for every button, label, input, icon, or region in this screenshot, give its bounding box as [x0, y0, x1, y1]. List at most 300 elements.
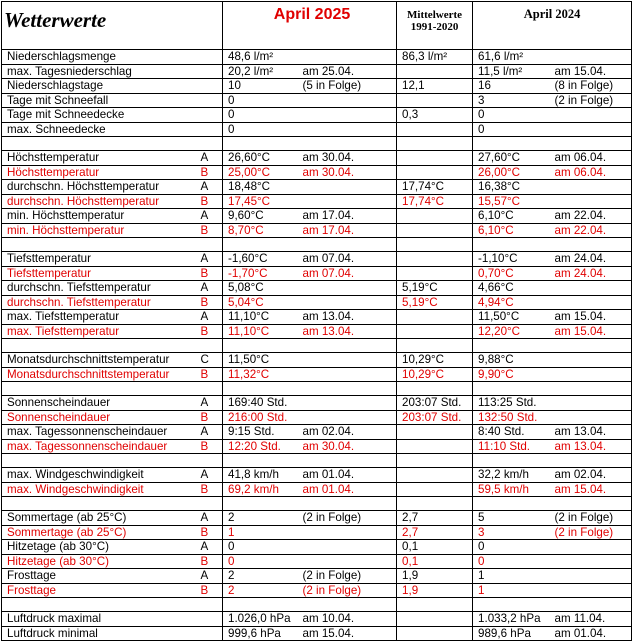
row-station	[199, 64, 223, 79]
date-2025: (2 in Folge)	[301, 569, 397, 584]
row-label: Frosttage	[2, 583, 199, 598]
spacer-cell	[223, 497, 301, 511]
row-station: B	[199, 165, 223, 180]
row-label: Luftdruck maximal	[2, 612, 199, 627]
date-2024: am 15.04.	[553, 64, 632, 79]
row-station: B	[199, 194, 223, 209]
value-mittelwert: 17,74°C	[397, 180, 473, 195]
value-mittelwert	[397, 266, 473, 281]
date-2025: am 01.04.	[301, 482, 397, 497]
row-station	[199, 612, 223, 627]
value-2025: 20,2 l/m²	[223, 64, 301, 79]
value-2025: 2	[223, 583, 301, 598]
value-2025: 8,70°C	[223, 223, 301, 238]
value-mittelwert: 5,19°C	[397, 295, 473, 310]
date-2024: am 22.04.	[553, 223, 632, 238]
row-label: max. Tagessonnenscheindauer	[2, 425, 199, 440]
date-2025	[301, 50, 397, 65]
date-2024: am 06.04.	[553, 151, 632, 166]
spacer-cell	[301, 497, 397, 511]
value-mittelwert: 0,1	[397, 540, 473, 555]
value-mittelwert	[397, 626, 473, 641]
value-2024: 989,6 hPa	[473, 626, 553, 641]
value-mittelwert	[397, 151, 473, 166]
value-2024: 32,2 km/h	[473, 468, 553, 483]
value-2024: 1.033,2 hPa	[473, 612, 553, 627]
table-row	[2, 310, 632, 325]
spacer-cell	[223, 382, 301, 396]
value-mittelwert	[397, 439, 473, 454]
value-2024: 26,00°C	[473, 165, 553, 180]
row-label: Sommertage (ab 25°C)	[2, 525, 199, 540]
mittelwerte-line1: Mittelwerte	[407, 9, 463, 21]
value-2024: 9,90°C	[473, 367, 553, 382]
row-station: A	[199, 180, 223, 195]
spacer-cell	[473, 137, 553, 151]
value-mittelwert	[397, 482, 473, 497]
value-2024: 6,10°C	[473, 209, 553, 224]
date-2024: am 06.04.	[553, 165, 632, 180]
value-mittelwert	[397, 425, 473, 440]
table-row	[2, 64, 632, 79]
table-row	[2, 396, 632, 411]
spacer-row	[2, 497, 632, 511]
date-2025: am 10.04.	[301, 612, 397, 627]
date-2024	[553, 367, 632, 382]
date-2024: am 15.04.	[553, 482, 632, 497]
header-row	[2, 2, 632, 50]
table-row	[2, 569, 632, 584]
value-mittelwert: 10,29°C	[397, 353, 473, 368]
row-station: B	[199, 525, 223, 540]
date-2025	[301, 540, 397, 555]
row-label: Tage mit Schneefall	[2, 93, 199, 108]
row-label: Niederschlagsmenge	[2, 50, 199, 65]
spacer-cell	[199, 137, 223, 151]
date-2025: am 01.04.	[301, 468, 397, 483]
table-row	[2, 165, 632, 180]
row-station	[199, 79, 223, 94]
row-label: min. Höchsttemperatur	[2, 209, 199, 224]
spacer-row	[2, 339, 632, 353]
spacer-cell	[553, 382, 632, 396]
date-2025: am 13.04.	[301, 310, 397, 325]
row-label: Hitzetage (ab 30°C)	[2, 554, 199, 569]
date-2024	[553, 569, 632, 584]
value-2025: 2	[223, 569, 301, 584]
table-row	[2, 554, 632, 569]
spacer-cell	[2, 137, 199, 151]
value-2025: 0	[223, 93, 301, 108]
row-station	[199, 93, 223, 108]
value-2024: 11,50°C	[473, 310, 553, 325]
value-2025: 69,2 km/h	[223, 482, 301, 497]
table-row	[2, 583, 632, 598]
date-2024: (2 in Folge)	[553, 511, 632, 526]
spacer-cell	[473, 339, 553, 353]
row-label: Tiefsttemperatur	[2, 266, 199, 281]
value-mittelwert: 2,7	[397, 525, 473, 540]
value-mittelwert: 10,29°C	[397, 367, 473, 382]
table-row	[2, 511, 632, 526]
date-2025	[301, 295, 397, 310]
table-row	[2, 223, 632, 238]
spacer-cell	[473, 497, 553, 511]
spacer-cell	[301, 339, 397, 353]
row-label: Sommertage (ab 25°C)	[2, 511, 199, 526]
value-mittelwert	[397, 64, 473, 79]
value-mittelwert	[397, 165, 473, 180]
date-2025: am 30.04.	[301, 439, 397, 454]
date-2024: am 24.04.	[553, 252, 632, 267]
value-2024: 5	[473, 511, 553, 526]
date-2024: am 24.04.	[553, 266, 632, 281]
table-row	[2, 525, 632, 540]
value-mittelwert	[397, 209, 473, 224]
value-mittelwert: 0,1	[397, 554, 473, 569]
spacer-cell	[223, 238, 301, 252]
date-2024: am 02.04.	[553, 468, 632, 483]
date-2025	[301, 353, 397, 368]
table-row	[2, 482, 632, 497]
value-2025: 11,50°C	[223, 353, 301, 368]
spacer-cell	[301, 382, 397, 396]
row-station: A	[199, 151, 223, 166]
date-2025	[301, 367, 397, 382]
value-2025: 1	[223, 525, 301, 540]
date-2025: am 17.04.	[301, 223, 397, 238]
value-2024: 8:40 Std.	[473, 425, 553, 440]
row-label: Höchsttemperatur	[2, 165, 199, 180]
table-row	[2, 122, 632, 137]
row-station: B	[199, 583, 223, 598]
row-label: max. Windgeschwindigkeit	[2, 468, 199, 483]
date-2024: am 15.04.	[553, 310, 632, 325]
table-row	[2, 540, 632, 555]
spacer-row	[2, 238, 632, 252]
value-2025: 5,04°C	[223, 295, 301, 310]
date-2025	[301, 281, 397, 296]
value-2025: 12:20 Std.	[223, 439, 301, 454]
value-mittelwert: 2,7	[397, 511, 473, 526]
date-2024	[553, 554, 632, 569]
table-row	[2, 266, 632, 281]
date-2025	[301, 525, 397, 540]
date-2024	[553, 583, 632, 598]
value-2025: 216:00 Std.	[223, 410, 301, 425]
spacer-cell	[301, 598, 397, 612]
value-2024: 0	[473, 122, 553, 137]
table-row	[2, 50, 632, 65]
value-2025: 2	[223, 511, 301, 526]
row-label: durchschn. Tiefsttemperatur	[2, 295, 199, 310]
value-mittelwert	[397, 122, 473, 137]
date-2024: (2 in Folge)	[553, 525, 632, 540]
row-station: B	[199, 410, 223, 425]
spacer-row	[2, 137, 632, 151]
value-2024: 4,66°C	[473, 281, 553, 296]
value-2025: -1,70°C	[223, 266, 301, 281]
value-2025: 48,6 l/m²	[223, 50, 301, 65]
table-row	[2, 468, 632, 483]
value-mittelwert: 5,19°C	[397, 281, 473, 296]
row-label: Sonnenscheindauer	[2, 410, 199, 425]
spacer-cell	[199, 598, 223, 612]
row-label: max. Tiefsttemperatur	[2, 324, 199, 339]
spacer-cell	[2, 382, 199, 396]
table-row	[2, 93, 632, 108]
page-title: Wetterwerte	[2, 2, 223, 50]
spacer-cell	[553, 137, 632, 151]
spacer-row	[2, 598, 632, 612]
value-mittelwert	[397, 223, 473, 238]
row-label: Tage mit Schneedecke	[2, 108, 199, 123]
date-2024: (2 in Folge)	[553, 93, 632, 108]
value-2024: -1,10°C	[473, 252, 553, 267]
spacer-cell	[397, 238, 473, 252]
row-station: B	[199, 367, 223, 382]
row-station: A	[199, 511, 223, 526]
spacer-cell	[397, 137, 473, 151]
date-2024: am 22.04.	[553, 209, 632, 224]
column-header-april-2024: April 2024	[473, 2, 632, 50]
table-row	[2, 151, 632, 166]
row-label: min. Höchsttemperatur	[2, 223, 199, 238]
row-label: max. Tagesniederschlag	[2, 64, 199, 79]
value-2025: 11,32°C	[223, 367, 301, 382]
spacer-cell	[199, 238, 223, 252]
date-2025	[301, 396, 397, 411]
date-2025: am 15.04.	[301, 626, 397, 641]
mittelwerte-line2: 1991-2020	[410, 21, 459, 33]
date-2024	[553, 281, 632, 296]
spacer-cell	[223, 454, 301, 468]
spacer-cell	[199, 339, 223, 353]
spacer-cell	[553, 339, 632, 353]
value-2024: 11,5 l/m²	[473, 64, 553, 79]
row-station	[199, 50, 223, 65]
value-mittelwert: 12,1	[397, 79, 473, 94]
row-station: A	[199, 396, 223, 411]
spacer-cell	[223, 339, 301, 353]
row-label: max. Schneedecke	[2, 122, 199, 137]
row-label: Monatsdurchschnittstemperatur	[2, 353, 199, 368]
value-2025: 0	[223, 122, 301, 137]
value-2024: 4,94°C	[473, 295, 553, 310]
value-2024: 59,5 km/h	[473, 482, 553, 497]
table-row	[2, 194, 632, 209]
value-2025: -1,60°C	[223, 252, 301, 267]
value-2025: 18,48°C	[223, 180, 301, 195]
row-station: A	[199, 569, 223, 584]
value-2025: 0	[223, 554, 301, 569]
table-row	[2, 612, 632, 627]
spacer-cell	[199, 454, 223, 468]
row-label: Frosttage	[2, 569, 199, 584]
value-2025: 25,00°C	[223, 165, 301, 180]
row-station: A	[199, 468, 223, 483]
value-2024: 27,60°C	[473, 151, 553, 166]
spacer-cell	[473, 382, 553, 396]
value-2024: 3	[473, 525, 553, 540]
row-label: max. Tagessonnenscheindauer	[2, 439, 199, 454]
value-mittelwert	[397, 324, 473, 339]
spacer-cell	[553, 454, 632, 468]
date-2024	[553, 108, 632, 123]
value-2025: 17,45°C	[223, 194, 301, 209]
date-2024	[553, 50, 632, 65]
spacer-cell	[2, 339, 199, 353]
spacer-row	[2, 454, 632, 468]
date-2024	[553, 540, 632, 555]
date-2025	[301, 554, 397, 569]
row-label: max. Windgeschwindigkeit	[2, 482, 199, 497]
spacer-cell	[2, 497, 199, 511]
spacer-cell	[397, 339, 473, 353]
value-mittelwert	[397, 93, 473, 108]
spacer-row	[2, 382, 632, 396]
table-row	[2, 209, 632, 224]
date-2025	[301, 122, 397, 137]
spacer-cell	[553, 598, 632, 612]
column-header-mittelwerte	[397, 2, 473, 50]
value-2025: 10	[223, 79, 301, 94]
value-2024: 132:50 Std.	[473, 410, 553, 425]
value-2025: 169:40 Std.	[223, 396, 301, 411]
date-2025: am 02.04.	[301, 425, 397, 440]
value-2024: 16	[473, 79, 553, 94]
spacer-cell	[223, 137, 301, 151]
value-mittelwert	[397, 612, 473, 627]
value-2024: 61,6 l/m²	[473, 50, 553, 65]
value-mittelwert: 0,3	[397, 108, 473, 123]
row-station	[199, 122, 223, 137]
row-station	[199, 108, 223, 123]
spacer-cell	[397, 382, 473, 396]
table-row	[2, 252, 632, 267]
value-2024: 0	[473, 540, 553, 555]
date-2024	[553, 194, 632, 209]
value-2024: 15,57°C	[473, 194, 553, 209]
value-2024: 0	[473, 108, 553, 123]
spacer-cell	[473, 454, 553, 468]
value-2025: 0	[223, 108, 301, 123]
date-2025: (5 in Folge)	[301, 79, 397, 94]
value-2025: 999,6 hPa	[223, 626, 301, 641]
row-station: B	[199, 266, 223, 281]
spacer-cell	[223, 598, 301, 612]
value-mittelwert	[397, 310, 473, 325]
value-2025: 0	[223, 540, 301, 555]
value-2024: 3	[473, 93, 553, 108]
row-station: B	[199, 295, 223, 310]
spacer-cell	[2, 238, 199, 252]
spacer-cell	[199, 497, 223, 511]
table-row	[2, 324, 632, 339]
row-station: A	[199, 425, 223, 440]
value-mittelwert	[397, 252, 473, 267]
table-row	[2, 410, 632, 425]
date-2025: (2 in Folge)	[301, 583, 397, 598]
table-row	[2, 425, 632, 440]
table-row	[2, 180, 632, 195]
spacer-cell	[301, 454, 397, 468]
row-label: Höchsttemperatur	[2, 151, 199, 166]
spacer-cell	[397, 497, 473, 511]
table-row	[2, 439, 632, 454]
spacer-cell	[473, 598, 553, 612]
value-mittelwert: 203:07 Std.	[397, 396, 473, 411]
row-label: Tiefsttemperatur	[2, 252, 199, 267]
spacer-cell	[2, 598, 199, 612]
value-2024: 11:10 Std.	[473, 439, 553, 454]
date-2024: am 13.04.	[553, 439, 632, 454]
spacer-cell	[553, 497, 632, 511]
date-2024: am 11.04.	[553, 612, 632, 627]
row-station: A	[199, 281, 223, 296]
date-2024: am 15.04.	[553, 324, 632, 339]
row-label: durchschn. Höchsttemperatur	[2, 194, 199, 209]
value-mittelwert: 1,9	[397, 569, 473, 584]
date-2024	[553, 410, 632, 425]
row-station: B	[199, 223, 223, 238]
row-label: durchschn. Tiefsttemperatur	[2, 281, 199, 296]
row-label: max. Tiefsttemperatur	[2, 310, 199, 325]
row-station	[199, 626, 223, 641]
value-2024: 12,20°C	[473, 324, 553, 339]
column-header-april-2025: April 2025	[223, 2, 397, 50]
spacer-cell	[473, 238, 553, 252]
table-row	[2, 353, 632, 368]
value-mittelwert	[397, 468, 473, 483]
row-label: Luftdruck minimal	[2, 626, 199, 641]
date-2025: am 30.04.	[301, 151, 397, 166]
row-station: B	[199, 324, 223, 339]
row-station: B	[199, 482, 223, 497]
row-station: A	[199, 252, 223, 267]
date-2024: am 01.04.	[553, 626, 632, 641]
spacer-cell	[397, 598, 473, 612]
value-2025: 11,10°C	[223, 310, 301, 325]
value-2024: 9,88°C	[473, 353, 553, 368]
date-2025: am 07.04.	[301, 266, 397, 281]
value-2024: 1	[473, 583, 553, 598]
date-2025	[301, 180, 397, 195]
spacer-cell	[301, 137, 397, 151]
row-station: A	[199, 310, 223, 325]
date-2025: am 25.04.	[301, 64, 397, 79]
value-2025: 1.026,0 hPa	[223, 612, 301, 627]
date-2024	[553, 180, 632, 195]
spacer-cell	[301, 238, 397, 252]
date-2025	[301, 194, 397, 209]
date-2025: am 07.04.	[301, 252, 397, 267]
date-2024	[553, 396, 632, 411]
value-2024: 113:25 Std.	[473, 396, 553, 411]
table-row	[2, 79, 632, 94]
date-2024: (8 in Folge)	[553, 79, 632, 94]
row-station: B	[199, 554, 223, 569]
value-2024: 6,10°C	[473, 223, 553, 238]
table-row	[2, 295, 632, 310]
row-station: B	[199, 439, 223, 454]
row-station: C	[199, 353, 223, 368]
value-2025: 41,8 km/h	[223, 468, 301, 483]
date-2025	[301, 410, 397, 425]
date-2025	[301, 108, 397, 123]
weather-table	[1, 1, 632, 641]
date-2024	[553, 122, 632, 137]
